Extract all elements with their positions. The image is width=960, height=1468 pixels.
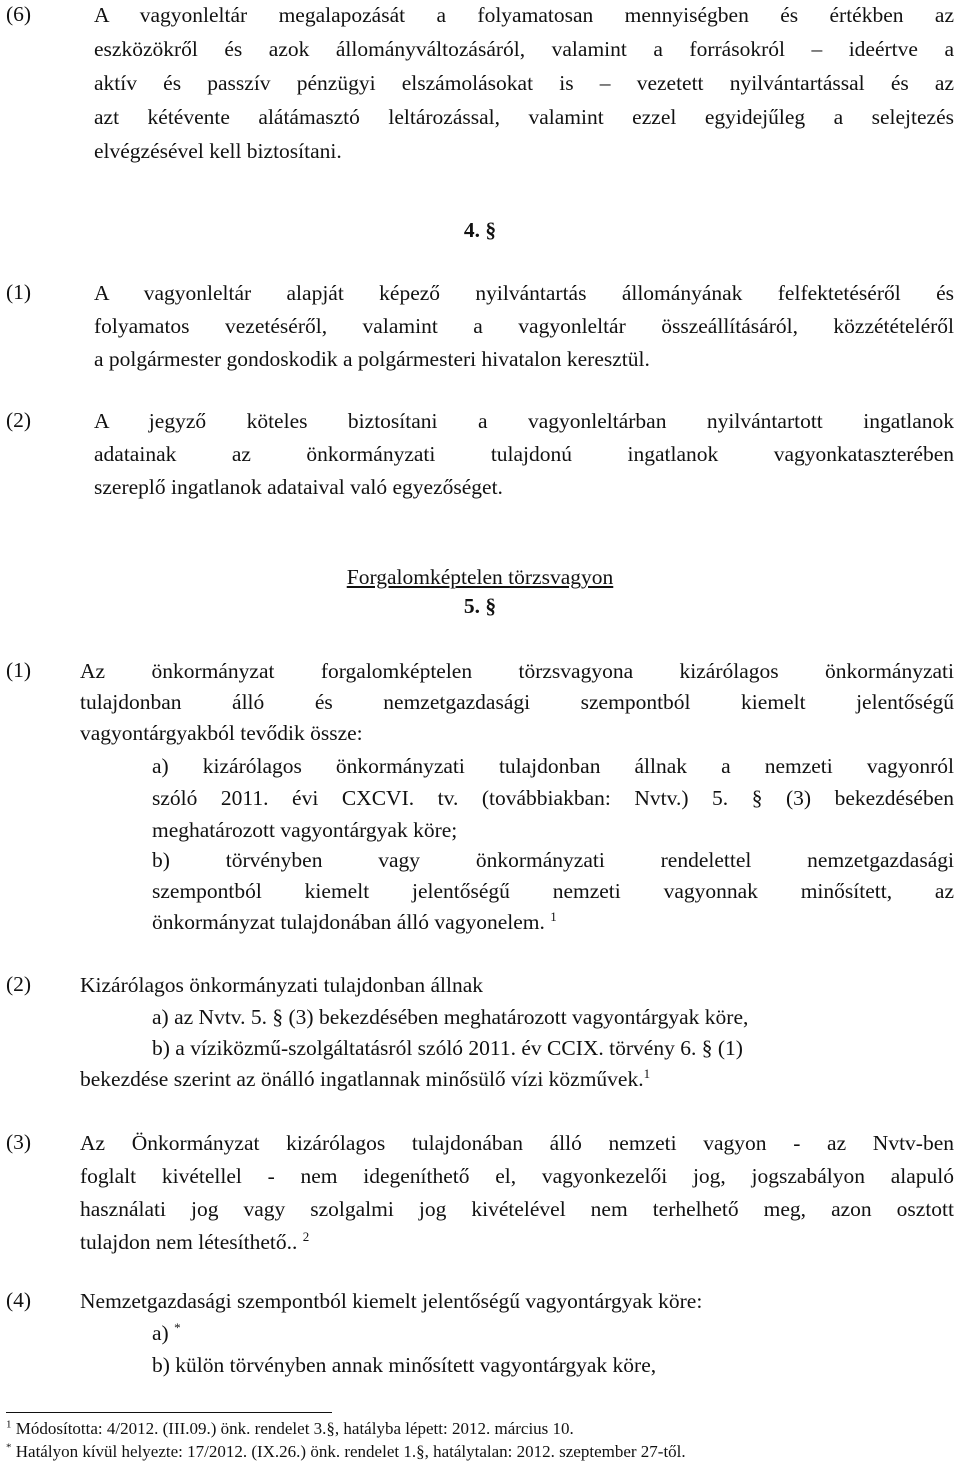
paragraph-line: azt kétévente alátámasztó leltározással, valamint ezzel egyidejűleg a selejtezés (94, 105, 954, 129)
paragraph-line: a polgármester gondoskodik a polgármesteri hivatalon keresztül. (94, 347, 650, 371)
footnote-reference[interactable]: * (174, 1319, 181, 1335)
paragraph-line: folyamatos vezetéséről, valamint a vagyonleltár összeállításáról, közzétételéről (94, 314, 954, 338)
section-number: 4. (463, 218, 480, 242)
paragraph-last-text: bekezdése szerint az önálló ingatlannak minősülő vízi közművek. (80, 1067, 644, 1091)
paragraph-line: Az önkormányzat forgalomképtelen törzsvagyona kizárólagos önkormányzati (80, 659, 954, 683)
footnote-reference[interactable]: 1 (643, 1065, 651, 1081)
paragraph-line: A vagyonleltár alapját képező nyilvántartás állományának felfektetéséről és (94, 281, 954, 305)
footnote (6, 1442, 686, 1462)
paragraph-number: (1) (6, 658, 32, 682)
heading-text: Forgalomképtelen törzsvagyon (346, 565, 614, 589)
section-5-title (0, 594, 960, 619)
paragraph-last-text: tulajdon nem létesíthető.. (80, 1230, 298, 1254)
footnote-separator (6, 1412, 332, 1413)
paragraph-number: (2) (6, 408, 32, 432)
paragraph-line: A vagyonleltár megalapozását a folyamatosan mennyiségben és értékben az (94, 3, 954, 27)
paragraph-line: Nemzetgazdasági szempontból kiemelt jelentőségű vagyontárgyak köre: (80, 1289, 703, 1313)
paragraph-line: elvégzésével kell biztosítani. (94, 139, 342, 163)
paragraph-line (80, 1229, 309, 1256)
list-item-a-line: szóló 2011. évi CXCVI. tv. (továbbiakban: Nvtv.) 5. § (3) bekezdésében (152, 786, 954, 810)
list-item-b: b) külön törvényben annak minősített vagyontárgyak köre, (152, 1353, 657, 1377)
list-item-b-line: b) törvényben vagy önkormányzati rendelettel nemzetgazdasági (152, 848, 954, 872)
list-item-a-line: meghatározott vagyontárgyak köre; (152, 818, 458, 842)
paragraph-number: (6) (6, 2, 32, 26)
footnote-text: Hatályon kívül helyezte: 17/2012. (IX.26.) önk. rendelet 1.§, hatálytalan: 2012. szeptember 27-től. (15, 1442, 686, 1461)
paragraph-line: foglalt kivétellel - nem idegeníthető el, vagyonkezelői jog, jogszabályon alapuló (80, 1164, 954, 1188)
footnote (6, 1419, 574, 1439)
paragraph-line: Az Önkormányzat kizárólagos tulajdonában álló nemzeti vagyon - az Nvtv-ben (80, 1131, 954, 1155)
list-item-a (152, 1320, 181, 1347)
list-item-b-line (152, 909, 557, 936)
section-sign: § (485, 594, 497, 618)
footnote-text: Módosította: 4/2012. (III.09.) önk. rendelet 3.§, hatályba lépett: 2012. március 10. (15, 1419, 574, 1438)
paragraph-number: (4) (6, 1288, 32, 1312)
footnote-mark: * (6, 1441, 12, 1454)
footnote-reference[interactable]: 1 (550, 908, 557, 924)
list-item-a-text: a) (152, 1321, 169, 1345)
paragraph-line: vagyontárgyakból tevődik össze: (80, 721, 363, 745)
footnote-mark: 1 (6, 1418, 12, 1431)
paragraph-line: szereplő ingatlanok adataival való egyezőséget. (94, 475, 503, 499)
section-4-title (0, 218, 960, 243)
section-sign: § (485, 218, 497, 242)
footnote-reference[interactable]: 2 (302, 1228, 310, 1244)
paragraph-line: tulajdonban álló és nemzetgazdasági szempontból kiemelt jelentőségű (80, 690, 954, 714)
paragraph-line: eszközökről és azok állományváltozásáról, valamint a forrásokról – ideértve a (94, 37, 954, 61)
list-item-b-text: önkormányzat tulajdonában álló vagyonelem. (152, 910, 545, 934)
list-item-b: b) a víziközmű-szolgáltatásról szóló 2011. év CCIX. törvény 6. § (1) (152, 1036, 743, 1060)
paragraph-line: A jegyző köteles biztosítani a vagyonleltárban nyilvántartott ingatlanok (94, 409, 954, 433)
paragraph-number: (1) (6, 280, 32, 304)
section-heading (0, 565, 960, 590)
paragraph-line: aktív és passzív pénzügyi elszámolásokat is – vezetett nyilvántartással és az (94, 71, 954, 95)
list-item-a-line: a) kizárólagos önkormányzati tulajdonban állnak a nemzeti vagyonról (152, 754, 954, 778)
paragraph-line (80, 1066, 650, 1093)
paragraph-line: Kizárólagos önkormányzati tulajdonban állnak (80, 973, 483, 997)
paragraph-line: használati jog vagy szolgalmi jog kivételével nem terhelhető meg, azon osztott (80, 1197, 954, 1221)
paragraph-line: adatainak az önkormányzati tulajdonú ingatlanok vagyonkataszterében (94, 442, 954, 466)
paragraph-number: (3) (6, 1130, 32, 1154)
list-item-a: a) az Nvtv. 5. § (3) bekezdésében meghatározott vagyontárgyak köre, (152, 1005, 749, 1029)
section-number: 5. (463, 594, 480, 618)
paragraph-number: (2) (6, 972, 32, 996)
list-item-b-line: szempontból kiemelt jelentőségű nemzeti vagyonnak minősített, az (152, 879, 954, 903)
